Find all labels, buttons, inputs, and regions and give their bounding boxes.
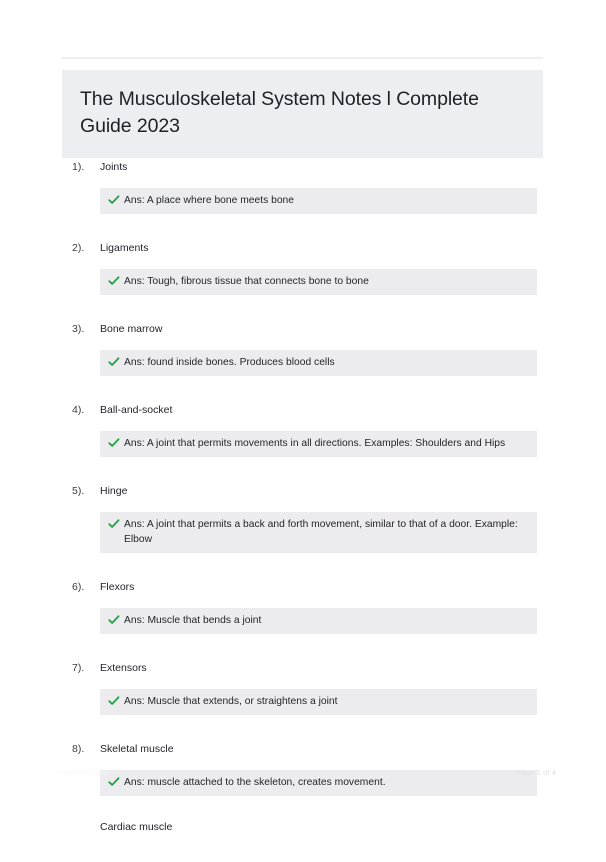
question-text: Extensors [100, 662, 147, 674]
question-number: 5). [72, 485, 85, 497]
item-spacer [0, 715, 606, 742]
answer-text: Ans: Tough, fibrous tissue that connects bone to bone [124, 276, 369, 287]
question-text: Flexors [100, 581, 135, 593]
qa-list [0, 160, 606, 862]
question-row [0, 322, 606, 337]
item-spacer [0, 376, 606, 403]
question-text: Joints [100, 161, 128, 173]
question-text: Hinge [100, 485, 128, 497]
question-row [0, 484, 606, 499]
check-icon [108, 695, 120, 709]
question-text: Ball-and-socket [100, 404, 173, 416]
question-text: Bone marrow [100, 323, 163, 335]
question-row [0, 820, 606, 835]
question-number: 4). [72, 404, 85, 416]
question-number: 2). [72, 242, 85, 254]
document-title-block [62, 70, 543, 158]
header-divider [62, 57, 543, 59]
answer-box [100, 512, 537, 553]
check-icon [108, 194, 120, 208]
question-number: 6). [72, 581, 85, 593]
answer-text: Ans: Muscle that bends a joint [124, 615, 262, 626]
item-spacer [0, 553, 606, 580]
qa-item [0, 484, 606, 553]
check-icon [108, 275, 120, 289]
qa-item [0, 820, 606, 835]
answer-box [100, 689, 537, 715]
question-number: 8). [72, 743, 85, 755]
question-row [0, 403, 606, 418]
answer-box [100, 431, 537, 457]
qa-item [0, 322, 606, 376]
question-text: Cardiac muscle [100, 821, 173, 833]
question-row [0, 661, 606, 676]
question-text: Ligaments [100, 242, 149, 254]
answer-text: Ans: A place where bone meets bone [124, 195, 295, 206]
item-spacer [0, 634, 606, 661]
answer-box [100, 188, 537, 214]
answer-text: Ans: found inside bones. Produces blood cells [124, 357, 335, 368]
qa-item [0, 403, 606, 457]
answer-text: Ans: A joint that permits movements in all directions. Examples: Shoulders and Hips [124, 438, 506, 449]
answer-box [100, 269, 537, 295]
item-spacer [0, 295, 606, 322]
qa-item [0, 160, 606, 214]
qa-item [0, 580, 606, 634]
item-spacer [0, 835, 606, 862]
page-title: The Musculoskeletal System Notes l Complete Guide 2023 [80, 88, 479, 137]
item-spacer [0, 457, 606, 484]
question-row [0, 580, 606, 595]
check-icon [108, 356, 120, 370]
question-row [0, 241, 606, 256]
answer-text: Ans: muscle attached to the skeleton, creates movement. [124, 777, 386, 788]
question-row [0, 160, 606, 175]
check-icon [108, 614, 120, 628]
answer-box [100, 350, 537, 376]
page-footer [0, 760, 606, 800]
qa-item [0, 661, 606, 715]
answer-box [100, 608, 537, 634]
footer-page-number: Page 1 of 4 [516, 768, 556, 777]
question-row [0, 742, 606, 757]
question-number: 7). [72, 662, 85, 674]
check-icon [108, 518, 120, 532]
check-icon [108, 437, 120, 451]
item-spacer [0, 214, 606, 241]
footer-watermark: PaperStic.com [57, 768, 108, 777]
question-number: 1). [72, 161, 85, 173]
question-text: Skeletal muscle [100, 743, 174, 755]
question-number: 3). [72, 323, 85, 335]
answer-text: Ans: Muscle that extends, or straightens a joint [124, 696, 338, 707]
answer-text: Ans: A joint that permits a back and forth movement, similar to that of a door. Example: Elbow [124, 519, 518, 545]
qa-item [0, 241, 606, 295]
